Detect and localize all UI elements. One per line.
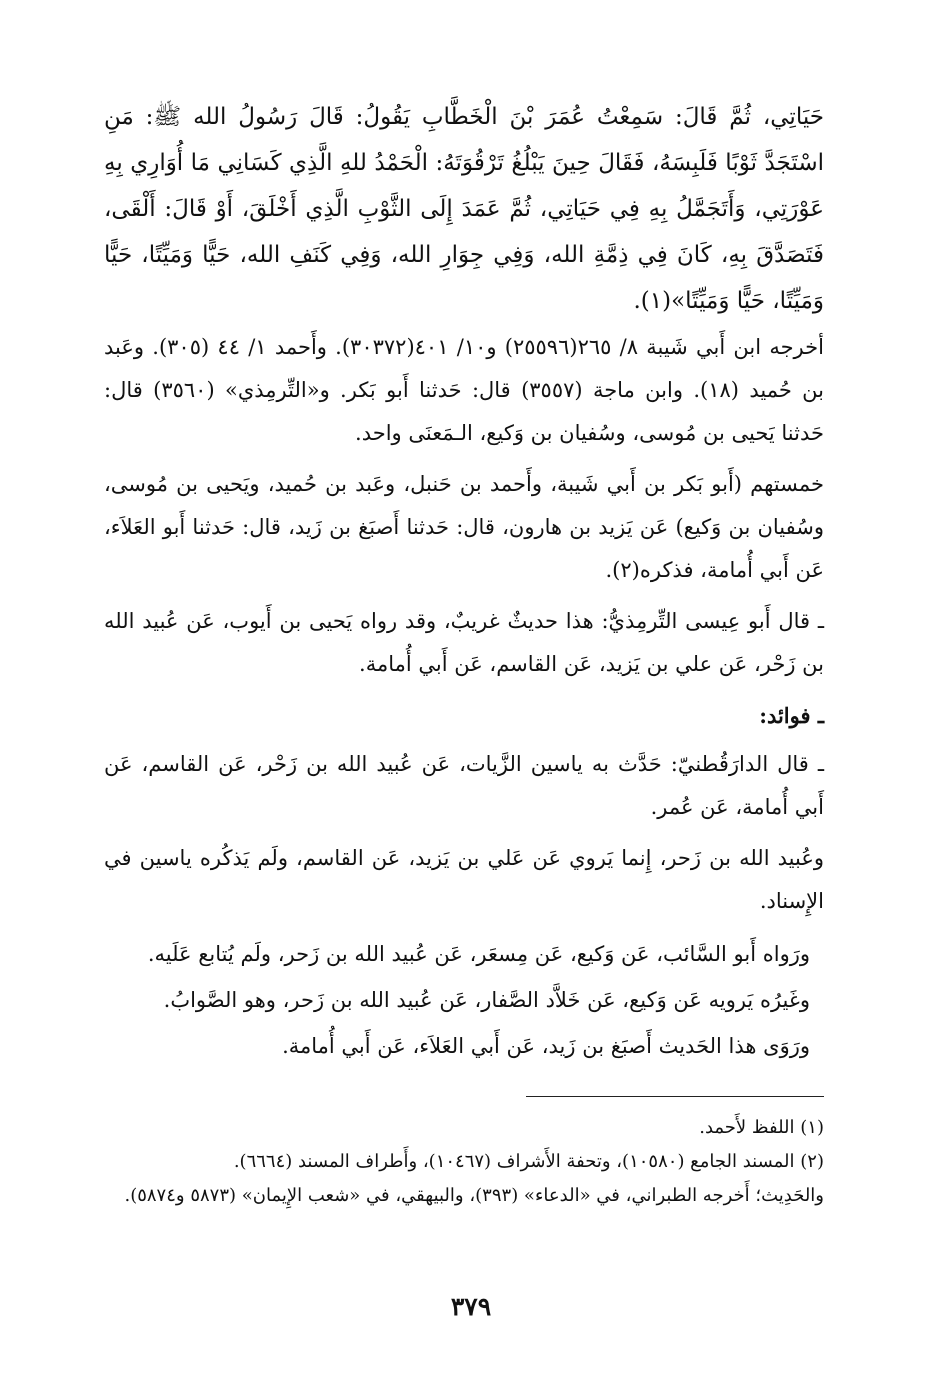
hadith-text: حَيَاتِي، ثُمَّ قَالَ: سَمِعْتُ عُمَرَ بْنَ الْخَطَّابِ يَقُولُ: قَالَ رَسُولُ الله ﷺ: مَنِ اسْتَجَدَّ ثَوْبًا فَلَبِسَهُ، فَقَالَ حِينَ يَبْلُغُ تَرْقُوَتَهُ: الْحَمْدُ للهِ الَّذِي كَسَانِي مَا أُوَارِي بِهِ عَوْرَتِي، وَأَتَجَمَّلُ بِهِ فِي حَيَاتِي، ثُمَّ عَمَدَ إِلَى الثَّوْبِ الَّذِي أَخْلَقَ، أَوْ قَالَ: أَلْقَى، فَتَصَدَّقَ بِهِ، كَانَ فِي ذِمَّةِ الله، وَفِي جِوَارِ الله، وَفِي كَنَفِ الله، حَيًّا وَمَيِّتًا، حَيًّا وَمَيِّتًا، حَيًّا وَمَيِّتًا»(١). <box>104 104 824 314</box>
footnote-divider <box>526 1096 824 1097</box>
footnote-2: (٢) المسند الجامع (١٠٥٨٠)، وتحفة الأَشراف (١٠٤٦٧)، وأَطراف المسند (٦٦٦٤). <box>233 1151 824 1172</box>
tirmidhi-note: ـ قال أَبو عِيسى التِّرمِذيُّ: هذا حديثٌ غريبٌ، وقد رواه يَحيى بن أَيوب، عَن عُبيد الله بن زَحْر، عَن علي بن يَزيد، عَن القاسم، عَن أَبي أُمامة. <box>104 609 824 676</box>
fawaid-heading: ـ فوائد: <box>759 703 824 728</box>
footnote-2-continued: والحَدِيث؛ أَخرجه الطبراني، في «الدعاء» (٣٩٣)، والبيهقي، في «شعب الإِيمان» (٥٨٧٣ و٥٨٧٤). <box>124 1185 824 1206</box>
main-text <box>104 94 824 1069</box>
narration-line: وغَيرُه يَرويه عَن وَكيع، عَن خَلاَّد الصَّفار، عَن عُبيد الله بن زَحر، وهو الصَّوابُ. <box>163 988 810 1012</box>
footnote-1: (١) اللفظ لأَحمد. <box>699 1117 824 1138</box>
daraqutni-note: ـ قال الدارَقُطنيّ: حَدَّث به ياسين الزَّيات، عَن عُبيد الله بن زَحْر، عَن القاسم، عَن أَبي أُمامة، عَن عُمر. <box>104 752 824 819</box>
footnotes <box>104 1096 824 1213</box>
narration-line: ورَوَى هذا الحَديث أَصبَغ بن زَيد، عَن أَبي العَلاَء، عَن أَبي أُمامة. <box>282 1034 810 1058</box>
narration-line: ورَواه أَبو السَّائب، عَن وَكيع، عَن مِسعَر، عَن عُبيد الله بن زَحر، ولَم يُتابع عَلَيه. <box>147 942 810 966</box>
ubaydullah-note: وعُبيد الله بن زَحر، إِنما يَروي عَن عَلي بن يَزيد، عَن القاسم، ولَم يَذكُره ياسين في الإِسناد. <box>104 846 824 913</box>
takhrij-paragraph-2: خمستهم (أَبو بَكر بن أَبي شَيبة، وأَحمد بن حَنبل، وعَبد بن حُميد، ويَحيى بن مُوسى، وسُفيان بن وَكيع) عَن يَزيد بن هارون، قال: حَدثنا أَصبَغ بن زَيد، قال: حَدثنا أَبو العَلاَء، عَن أَبي أُمامة، فذكره(٢). <box>104 472 824 582</box>
takhrij-paragraph-1: أخرجه ابن أَبي شَيبة ٨/ ٢٦٥(٢٥٥٩٦) و١٠/ ٤٠١(٣٠٣٧٢). وأَحمد ١/ ٤٤ (٣٠٥). وعَبد بن حُميد (١٨). وابن ماجة (٣٥٥٧) قال: حَدثنا أَبو بَكر. و«التِّرمِذي» (٣٥٦٠) قال: حَدثنا يَحيى بن مُوسى، وسُفيان بن وَكيع، الـمَعنَى واحد. <box>104 335 824 445</box>
page-number: ٣٧٩ <box>450 1292 492 1321</box>
